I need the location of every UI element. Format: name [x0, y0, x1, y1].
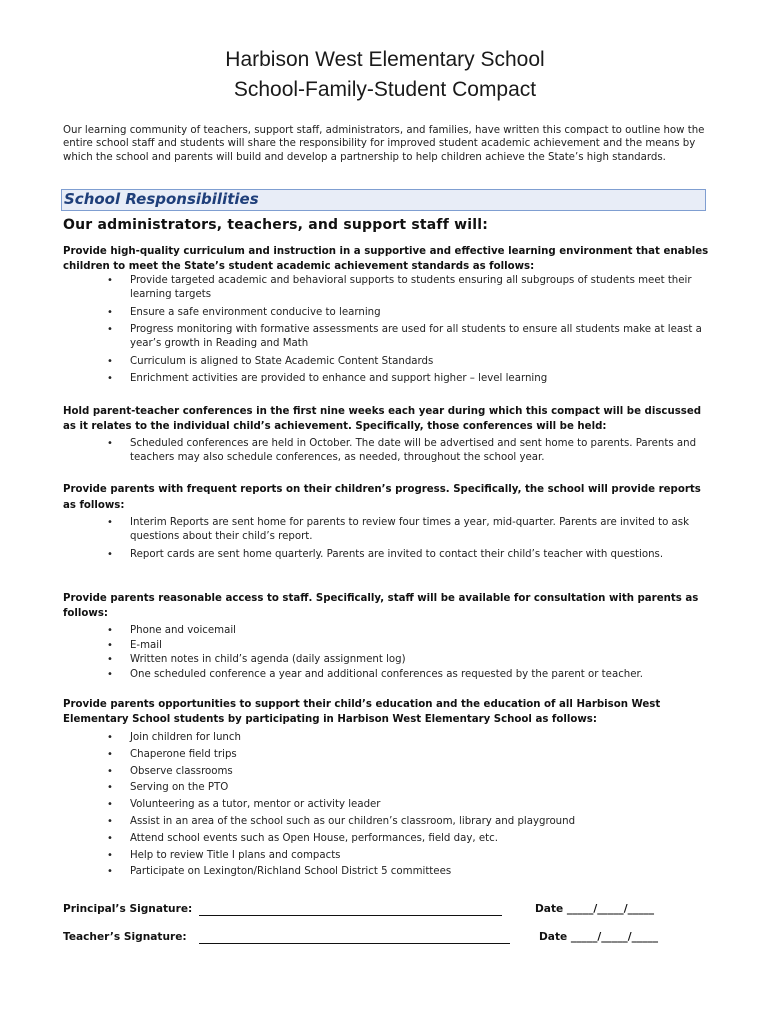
bullet-icon: • — [107, 748, 113, 760]
list-item: • Scheduled conferences are held in October. The date will be advertised and sent home to parents. Parents and teachers may also schedule conferences, as needed, throughout the school year. — [107, 438, 697, 463]
list-item: • Serving on the PTO — [107, 782, 229, 794]
bullet-list — [63, 516, 713, 562]
bullet-list — [63, 437, 713, 465]
list-item: • Report cards are sent home quarterly. Parents are invited to contact their child’s teacher with questions. — [107, 548, 664, 560]
list-item: • Enrichment activities are provided to enhance and support higher – level learning — [107, 373, 548, 384]
bullet-icon: • — [107, 306, 113, 318]
page-title: Harbison West Elementary School — [225, 48, 545, 71]
teacher-signature-line[interactable] — [199, 943, 510, 944]
bullet-icon: • — [107, 799, 113, 811]
list-item: • E-mail — [107, 639, 162, 651]
bullet-icon: • — [107, 732, 113, 743]
bullet-icon: • — [107, 782, 113, 794]
block-lead: Hold parent-teacher conferences in the first nine weeks each year during which this compact will be discussed as it relates to the individual child’s achievement. Specifically, those conferences will be held: — [63, 406, 702, 432]
bullet-icon: • — [107, 668, 113, 680]
bullet-icon: • — [107, 517, 113, 528]
bullet-icon: • — [107, 355, 113, 367]
bullet-icon: • — [107, 625, 113, 636]
bullet-icon: • — [107, 866, 113, 878]
list-item: • Chaperone field trips — [107, 748, 237, 760]
bullet-icon: • — [107, 373, 113, 384]
principal-date-field[interactable]: Date _____/_____/_____ — [535, 903, 655, 915]
bullet-icon: • — [107, 654, 113, 665]
bullet-icon: • — [107, 815, 113, 827]
bullet-icon: • — [107, 275, 113, 286]
teacher-signature-label: Teacher’s Signature: — [63, 931, 187, 943]
conferences-block — [63, 405, 713, 469]
list-item: • Progress monitoring with formative assessments are used for all students to ensure all students make at least a year’s growth in Reading and Math — [107, 324, 702, 349]
list-item: • Curriculum is aligned to State Academic Content Standards — [107, 355, 434, 367]
teacher-date-field[interactable]: Date _____/_____/_____ — [539, 931, 659, 943]
list-item: • Attend school events such as Open House, performances, field day, etc. — [107, 832, 498, 844]
list-item: • Participate on Lexington/Richland School District 5 committees — [107, 866, 452, 878]
curriculum-block — [63, 245, 713, 390]
list-item: • Assist in an area of the school such as our children’s classroom, library and playground — [107, 815, 576, 827]
list-item: • Volunteering as a tutor, mentor or activity leader — [107, 799, 381, 811]
section-header-school-responsibilities: School Responsibilities — [61, 189, 706, 211]
block-lead: Provide parents opportunities to support their child’s education and the education of all Harbison West Elementary School students by participating in Harbison West Elementary School as follows: — [63, 699, 661, 725]
list-item: • Ensure a safe environment conducive to learning — [107, 306, 381, 318]
intro-paragraph: Our learning community of teachers, support staff, administrators, and families, have written this compact to outline how the entire school staff and students will share the responsibility for improved student academic achievement and the means by which the school and parents will build and develop a partnership to help children achieve the State’s high standards. — [63, 125, 705, 163]
principal-signature-label: Principal’s Signature: — [63, 903, 193, 915]
bullet-icon: • — [107, 849, 113, 861]
block-lead: Provide parents with frequent reports on their children’s progress. Specifically, the school will provide reports as follows: — [63, 484, 701, 511]
bullet-icon: • — [107, 548, 113, 560]
list-item: • Provide targeted academic and behavioral supports to students ensuring all subgroups of students meet their learning targets — [107, 275, 692, 300]
list-item: • Help to review Title I plans and compacts — [107, 849, 341, 861]
bullet-list — [63, 624, 713, 682]
parent-opportunities-block — [63, 698, 713, 882]
bullet-list — [63, 274, 713, 386]
staff-subheading: Our administrators, teachers, and support staff will: — [63, 217, 489, 233]
bullet-icon: • — [107, 832, 113, 844]
block-lead: Provide high-quality curriculum and instruction in a supportive and effective learning environment that enables children to meet the State’s student academic achievement standards as follows: — [63, 246, 709, 272]
list-item: • Written notes in child’s agenda (daily assignment log) — [107, 654, 406, 665]
principal-signature-line[interactable] — [199, 915, 502, 916]
bullet-icon: • — [107, 438, 113, 449]
progress-reports-block — [63, 482, 713, 565]
bullet-icon: • — [107, 765, 113, 777]
bullet-icon: • — [107, 639, 113, 651]
list-item: • Join children for lunch — [107, 732, 241, 743]
bullet-icon: • — [107, 324, 113, 335]
block-lead: Provide parents reasonable access to staff. Specifically, staff will be available for consultation with parents as follows: — [63, 593, 699, 619]
list-item: • One scheduled conference a year and additional conferences as requested by the parent or teacher. — [107, 668, 644, 680]
list-item: • Interim Reports are sent home for parents to review four times a year, mid-quarter. Parents are invited to ask questions about their child’s report. — [107, 517, 689, 542]
list-item: • Observe classrooms — [107, 765, 233, 777]
staff-access-block — [63, 592, 713, 682]
page-subtitle: School-Family-Student Compact — [233, 78, 537, 101]
list-item: • Phone and voicemail — [107, 625, 236, 636]
bullet-list — [63, 731, 713, 879]
